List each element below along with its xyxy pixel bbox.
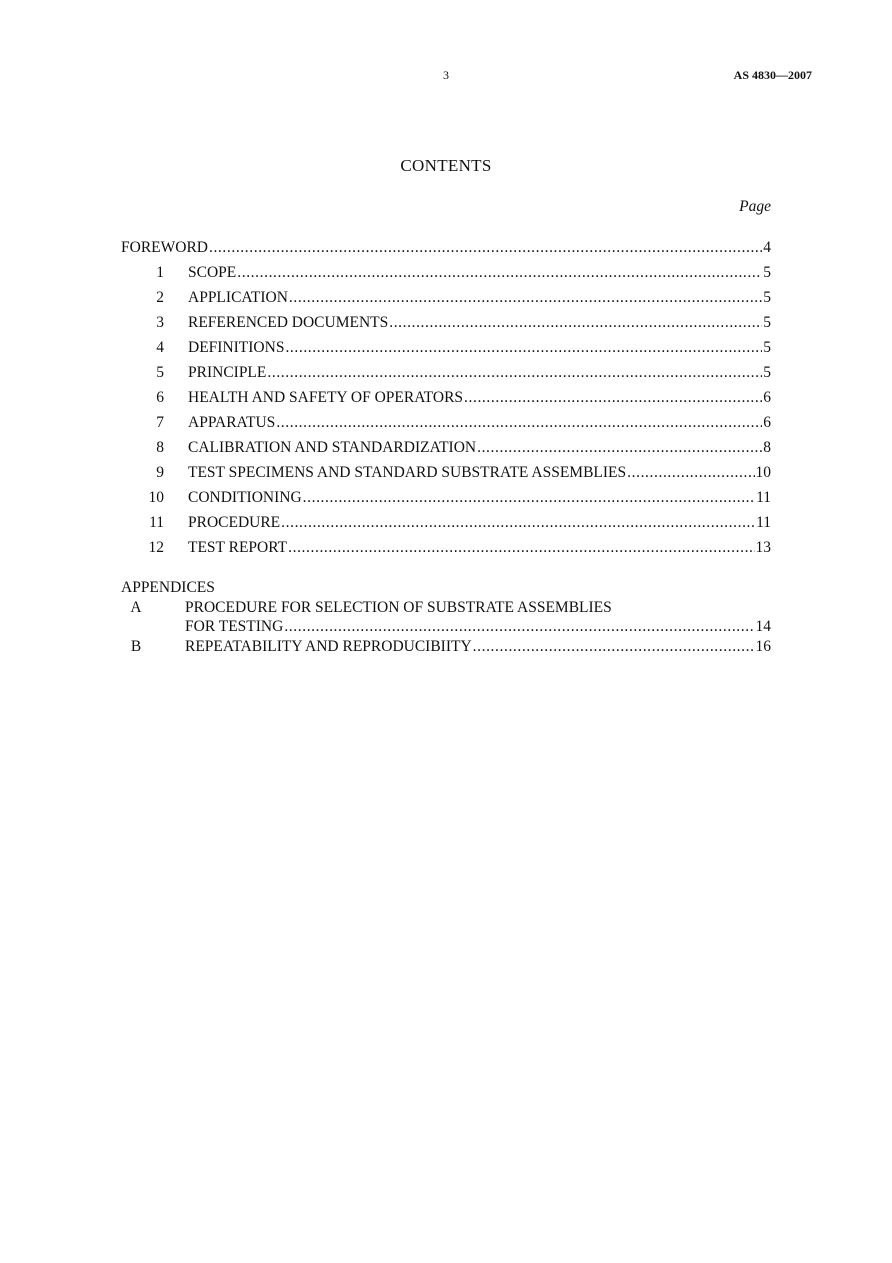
- page-column-label: Page: [739, 198, 771, 215]
- toc-entry-page: 6: [763, 389, 771, 406]
- toc-entry-clause[interactable]: [121, 388, 771, 408]
- toc-entry-foreword[interactable]: [121, 238, 771, 258]
- toc-entry-page: 6: [763, 414, 771, 431]
- toc-entry-clause[interactable]: [121, 363, 771, 383]
- toc-entry-appendix[interactable]: [121, 637, 771, 657]
- dot-leader: [276, 413, 762, 433]
- dot-leader: [477, 438, 762, 458]
- toc-entry-appendix-title-line[interactable]: [121, 598, 771, 618]
- clause-number: 8: [156, 439, 164, 456]
- dot-leader: [209, 238, 762, 258]
- toc-entry-page: 16: [755, 638, 771, 655]
- clause-number: 5: [156, 364, 164, 381]
- clause-number: 9: [156, 464, 164, 481]
- toc-entry-page: 14: [755, 618, 771, 635]
- toc-entry-title: TEST REPORT: [188, 539, 288, 556]
- toc-entry-title: REPEATABILITY AND REPRODUCIBIITY: [185, 638, 472, 655]
- toc-entry-title: CALIBRATION AND STANDARDIZATION: [188, 439, 477, 456]
- toc-entry-page: 4: [763, 239, 771, 256]
- clause-number: 7: [156, 414, 164, 431]
- toc-entry-title: FOR TESTING: [185, 618, 284, 635]
- clause-number: 3: [156, 314, 164, 331]
- clause-number: 6: [156, 389, 164, 406]
- dot-leader: [284, 617, 754, 637]
- toc-entry-page: 5: [763, 289, 771, 306]
- standard-number: AS 4830—2007: [733, 68, 812, 82]
- dot-leader: [288, 538, 754, 558]
- toc-entry-title: APPLICATION: [188, 289, 288, 306]
- toc-entry-page: 5: [763, 339, 771, 356]
- toc-entry-clause[interactable]: [121, 438, 771, 458]
- page-number: 3: [443, 68, 449, 82]
- appendix-letter: A: [130, 599, 142, 616]
- toc-entry-clause[interactable]: [121, 488, 771, 508]
- dot-leader: [267, 363, 762, 383]
- clause-number: 2: [156, 289, 164, 306]
- appendices-heading: APPENDICES: [121, 579, 215, 596]
- dot-leader: [289, 288, 762, 308]
- dot-leader: [303, 488, 755, 508]
- toc-entry-title: PRINCIPLE: [188, 364, 267, 381]
- dot-leader: [464, 388, 762, 408]
- toc-entry-clause[interactable]: [121, 338, 771, 358]
- toc-entry-clause[interactable]: [121, 463, 771, 483]
- dot-leader: [237, 263, 762, 283]
- toc-entry-title: TEST SPECIMENS AND STANDARD SUBSTRATE ASSEMBLIES: [188, 464, 627, 481]
- toc-entry-title: REFERENCED DOCUMENTS: [188, 314, 389, 331]
- clause-number: 10: [148, 489, 164, 506]
- toc-entry-clause[interactable]: [121, 263, 771, 283]
- toc-entry-page: 5: [763, 364, 771, 381]
- toc-entry-title: PROCEDURE FOR SELECTION OF SUBSTRATE ASSEMBLIES: [185, 599, 612, 616]
- toc-entry-title: APPARATUS: [188, 414, 276, 431]
- toc-entry-clause[interactable]: [121, 313, 771, 333]
- clause-number: 4: [156, 339, 164, 356]
- appendix-letter: B: [130, 638, 142, 655]
- clause-number: 12: [148, 539, 164, 556]
- toc-entry-page: 5: [763, 314, 771, 331]
- toc-entry-page: 10: [755, 464, 771, 481]
- toc-entry-clause[interactable]: [121, 538, 771, 558]
- toc-entry-page: 5: [763, 264, 771, 281]
- toc-entry-clause[interactable]: [121, 288, 771, 308]
- toc-entry-title: SCOPE: [188, 264, 237, 281]
- toc-entry-appendix[interactable]: [121, 617, 771, 637]
- dot-leader: [281, 513, 755, 533]
- dot-leader: [473, 637, 755, 657]
- toc-entry-title: DEFINITIONS: [188, 339, 285, 356]
- toc-entry-page: 11: [756, 489, 771, 506]
- toc-entry-title: CONDITIONING: [188, 489, 302, 506]
- toc-entry-title: PROCEDURE: [188, 514, 281, 531]
- toc-entry-title: FOREWORD: [121, 239, 208, 256]
- toc-entry-page: 13: [755, 539, 771, 556]
- clause-number: 11: [149, 514, 164, 531]
- toc-entry-title: HEALTH AND SAFETY OF OPERATORS: [188, 389, 464, 406]
- contents-title: CONTENTS: [400, 156, 492, 175]
- dot-leader: [627, 463, 754, 483]
- clause-number: 1: [156, 264, 164, 281]
- toc-entry-page: 11: [756, 514, 771, 531]
- toc-entry-clause[interactable]: [121, 513, 771, 533]
- toc-entry-page: 8: [763, 439, 771, 456]
- toc-entry-clause[interactable]: [121, 413, 771, 433]
- dot-leader: [389, 313, 762, 333]
- dot-leader: [285, 338, 762, 358]
